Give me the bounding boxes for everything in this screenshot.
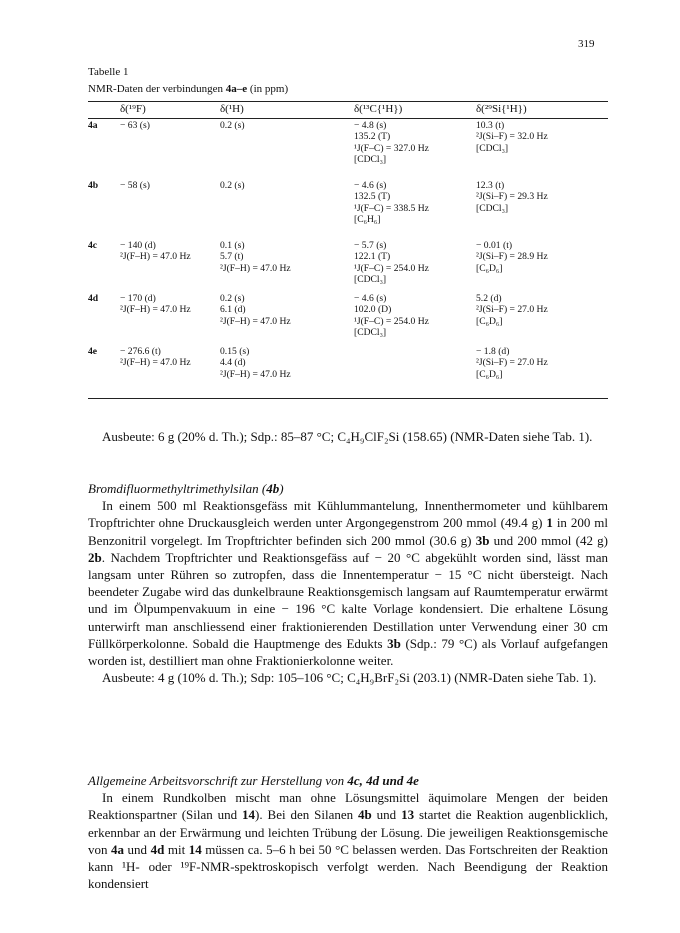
table-top-rule: [88, 101, 608, 102]
cell-si29: [476, 346, 548, 380]
cell-line: ²J(Si–F) = 27.0 Hz: [476, 357, 548, 369]
yield-4a: [88, 428, 608, 445]
caption-pre: NMR-Daten der verbindungen: [88, 83, 226, 95]
procedure-general-part: mit: [164, 841, 189, 857]
compound-id: 4e: [88, 346, 98, 357]
cell-f19: [120, 120, 150, 131]
table-caption: [88, 83, 288, 95]
procedure-general-part: In einem Rundkolben mischt man ohne Lösungsmittel äquimolare Mengen der beiden Reaktionspartner (Silan und: [88, 790, 608, 823]
cell-line: 5.2 (d): [476, 293, 502, 304]
procedure-general-compound: 14: [188, 841, 202, 857]
cell-line: 0.15 (s): [220, 346, 250, 357]
table-header-rule: [88, 118, 608, 119]
cell-h1: [220, 293, 291, 327]
cell-line: ²J(F–H) = 47.0 Hz: [220, 315, 291, 327]
cell-line: [CDCl₃]: [354, 274, 387, 286]
caption-compounds: 4a–e: [225, 83, 248, 95]
cell-c13: [354, 180, 429, 226]
section-4b: [88, 480, 608, 686]
header-h1: δ(¹H): [220, 103, 244, 115]
section-4b-heading: [88, 480, 608, 497]
procedure-general-compound: 4b: [358, 807, 372, 823]
procedure-4b-part: (Sdp.: 79 °C) als Vorlauf aufgefangen worden ist, destilliert man ohne Fraktionierkolonne weiter.: [88, 635, 608, 669]
cell-line: 5.7 (t): [220, 251, 244, 263]
procedure-general-compound: 14: [242, 807, 256, 823]
compound-id: 4b: [88, 180, 99, 191]
procedure-general-compound: 4a: [111, 841, 125, 857]
cell-c13: [354, 293, 429, 339]
cell-line: 102.0 (D): [354, 304, 392, 316]
cell-c13: [354, 240, 429, 286]
cell-line: − 4.6 (s): [354, 293, 387, 304]
cell-line: − 4.6 (s): [354, 180, 387, 191]
compound-id: 4d: [88, 293, 99, 304]
cell-line: 12.3 (t): [476, 180, 505, 191]
cell-line: ¹J(F–C) = 254.0 Hz: [354, 315, 429, 327]
procedure-general-compound: 4d: [150, 841, 165, 857]
cell-line: ²J(Si–F) = 28.9 Hz: [476, 251, 548, 263]
procedure-general-part: müssen ca. 5–6 h bei 50 °C belassen werden. Das Fortschreiten der Reaktion kann ¹H- oder ¹⁹F-NMR-spektroskopisch verfolgt werden. Nach Beendigung der Reaktion kondensiert: [88, 841, 609, 892]
procedure-4b-compound: 2b: [88, 549, 102, 565]
cell-line: ¹J(F–C) = 327.0 Hz: [354, 142, 429, 154]
procedure-general-part: startet die Reaktion augenblicklich, erkennbar an der Erwärmung und leichten Trübung der Lösung. Die jeweiligen Reaktionsgemische von: [88, 807, 609, 857]
header-si29: δ(²⁹Si{¹H}): [476, 103, 527, 115]
yield-4a-text: Ausbeute: 6 g (20% d. Th.); Sdp.: 85–87 °C; C₄H₉ClF₂Si (158.65) (NMR-Daten siehe Tab. 1).: [102, 429, 593, 444]
procedure-4b: [88, 497, 608, 669]
cell-line: 135.2 (T): [354, 131, 391, 143]
cell-line: − 0.01 (t): [476, 240, 513, 251]
cell-line: [CDCl₃]: [476, 202, 509, 214]
header-c13: δ(¹³C{¹H}): [354, 103, 403, 115]
cell-line: ²J(Si–F) = 27.0 Hz: [476, 304, 548, 316]
cell-f19: [120, 293, 191, 316]
cell-line: ²J(F–H) = 47.0 Hz: [120, 251, 191, 263]
cell-line: ¹J(F–C) = 254.0 Hz: [354, 262, 429, 274]
cell-line: − 1.8 (d): [476, 346, 510, 357]
cell-si29: [476, 293, 548, 327]
cell-line: 4.4 (d): [220, 357, 246, 369]
compound-id: 4c: [88, 240, 98, 251]
procedure-general-compound: 13: [401, 807, 415, 823]
cell-si29: [476, 240, 548, 274]
cell-line: ²J(Si–F) = 29.3 Hz: [476, 191, 548, 203]
cell-line: ²J(F–H) = 47.0 Hz: [120, 357, 191, 369]
procedure-general-part: und: [371, 807, 402, 823]
cell-si29: [476, 180, 548, 214]
cell-h1: [220, 180, 245, 191]
cell-line: 0.2 (s): [220, 293, 245, 304]
cell-line: 122.1 (T): [354, 251, 391, 263]
cell-f19: [120, 346, 191, 369]
cell-line: − 63 (s): [120, 120, 150, 131]
cell-h1: [220, 120, 245, 131]
cell-line: 0.2 (s): [220, 120, 245, 131]
procedure-4b-compound: 3b: [387, 635, 401, 651]
yield-4b: Ausbeute: 4 g (10% d. Th.); Sdp: 105–106 °C; C₄H₉BrF₂Si (203.1) (NMR-Daten siehe Tab. 1).: [102, 670, 597, 686]
heading-4b-post: ): [279, 481, 284, 496]
procedure-4b-compound: 3b: [475, 532, 490, 548]
procedure-4b-part: und 200 mmol (42 g): [489, 532, 608, 548]
cell-line: − 170 (d): [120, 293, 156, 304]
procedure-4b-part: in 200 ml Benzonitril vorgelegt. Im Tropftrichter befinden sich 200 mmol (30.6 g): [88, 515, 608, 548]
procedure-general: [88, 789, 608, 892]
cell-line: − 140 (d): [120, 240, 156, 251]
cell-line: ²J(Si–F) = 32.0 Hz: [476, 131, 548, 143]
cell-line: 0.1 (s): [220, 240, 245, 251]
cell-line: [CDCl₃]: [354, 154, 387, 166]
cell-h1: [220, 346, 291, 380]
cell-line: ²J(F–H) = 47.0 Hz: [220, 368, 291, 380]
cell-line: ²J(F–H) = 47.0 Hz: [120, 304, 191, 316]
cell-f19: [120, 180, 150, 191]
cell-line: − 5.7 (s): [354, 240, 387, 251]
cell-f19: [120, 240, 191, 263]
cell-line: [C₆D₆]: [476, 262, 503, 274]
cell-si29: [476, 120, 548, 154]
cell-line: [C₆D₆]: [476, 315, 503, 327]
table-header-row: [88, 103, 608, 117]
cell-line: [C₆H₆]: [354, 214, 381, 226]
cell-line: ¹J(F–C) = 338.5 Hz: [354, 202, 429, 214]
procedure-4b-part: In einem 500 ml Reaktionsgefäss mit Kühlummantelung, Innenthermometer und kühlbarem Tropftrichter ohne Druckausgleich werden unter Argongegenstrom 200 mmol (49.4 g): [88, 498, 608, 531]
procedure-4b-part: . Nachdem Tropftrichter und Reaktionsgefäss auf − 20 °C abgekühlt worden sind, lässt man langsam unter Rühren so zutropfen, dass die Innentemperatur − 15 °C nicht übersteigt. Nach beendeter Zugabe wird das dunkelbraune Reaktionsgemisch langsam auf Raumtemperatur erwärmt und im Ölpumpenvakuum in eine − 196 °C kalte Vorlage kondensiert. Die erhaltene Lösung unterwirft man anschliessend einer fraktionierenden Destillation unter Verwendung einer 30 cm Füllkörperkolonne. Sobald die Hauptmenge des Edukts: [88, 549, 608, 651]
cell-line: 10.3 (t): [476, 120, 505, 131]
page-number: 319: [578, 38, 595, 50]
cell-line: [C₆D₆]: [476, 368, 503, 380]
heading-general-bold: 4c, 4d und 4e: [347, 773, 419, 788]
table-label: Tabelle 1: [88, 66, 129, 78]
compound-id: 4a: [88, 120, 98, 131]
heading-general-pre: Allgemeine Arbeitsvorschrift zur Herstellung von: [88, 773, 348, 788]
cell-line: 132.5 (T): [354, 191, 391, 203]
cell-c13: [354, 120, 429, 166]
cell-line: − 4.8 (s): [354, 120, 387, 131]
table-bottom-rule: [88, 398, 608, 399]
procedure-4b-compound: 1: [546, 515, 553, 531]
cell-line: [CDCl₃]: [476, 142, 509, 154]
heading-4b-pre: Bromdifluormethyltrimethylsilan (: [88, 481, 267, 496]
cell-line: 0.2 (s): [220, 180, 245, 191]
header-f19: δ(¹⁹F): [120, 103, 146, 115]
cell-line: − 58 (s): [120, 180, 150, 191]
cell-line: − 276.6 (t): [120, 346, 161, 357]
section-general-heading: [88, 772, 608, 789]
procedure-general-part: und: [124, 841, 151, 857]
caption-post: (in ppm): [247, 83, 289, 95]
cell-line: ²J(F–H) = 47.0 Hz: [220, 262, 291, 274]
cell-line: 6.1 (d): [220, 304, 246, 316]
cell-line: [CDCl₃]: [354, 327, 387, 339]
procedure-general-part: ). Bei den Silanen: [255, 807, 359, 823]
heading-4b-bold: 4b: [266, 481, 280, 496]
cell-h1: [220, 240, 291, 274]
section-general: [88, 772, 608, 892]
